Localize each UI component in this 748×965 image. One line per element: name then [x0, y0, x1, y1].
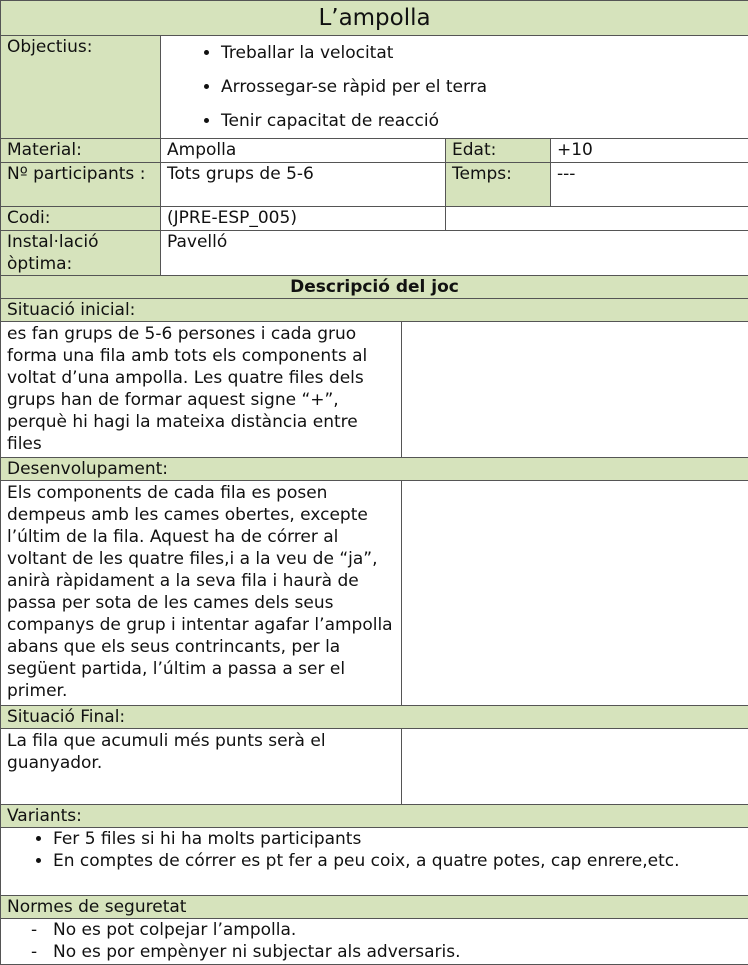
variants-cell [1, 828, 748, 896]
situacio-final-label: Situació Final: [1, 706, 748, 729]
material-value: Ampolla [161, 139, 446, 163]
participants-label: Nº participants : [1, 163, 161, 207]
empty-cell [402, 481, 748, 706]
edat-value: +10 [551, 139, 748, 163]
empty-cell [402, 729, 748, 805]
list-item: - No es pot colpejar l’ampolla. [53, 919, 742, 941]
participants-value: Tots grups de 5-6 [161, 163, 446, 207]
list-item: - No es por empènyer ni subjectar als adversaris. [53, 941, 742, 963]
installacio-label: Instal·lació òptima: [1, 231, 161, 276]
list-item: • Fer 5 files si hi ha molts participants [53, 828, 742, 850]
list-item: • Arrossegar-se ràpid per el terra [221, 70, 742, 104]
temps-value: --- [551, 163, 748, 207]
desenvolupament-label: Desenvolupament: [1, 458, 748, 481]
normes-cell [1, 919, 748, 965]
objectius-label: Objectius: [1, 36, 161, 139]
situacio-inicial-label: Situació inicial: [1, 299, 748, 322]
situacio-final-text: La fila que acumuli més punts serà el guanyador. [1, 729, 402, 805]
temps-label: Temps: [446, 163, 551, 207]
empty-cell [446, 207, 748, 231]
list-item: • Tenir capacitat de reacció [221, 104, 742, 138]
game-title: L’ampolla [1, 1, 748, 36]
codi-label: Codi: [1, 207, 161, 231]
normes-label: Normes de seguretat [1, 896, 748, 919]
empty-cell [402, 322, 748, 458]
objectius-cell [161, 36, 748, 139]
objectius-list [167, 36, 742, 138]
edat-label: Edat: [446, 139, 551, 163]
list-item: • En comptes de córrer es pt fer a peu coix, a quatre potes, cap enrere,etc. [53, 850, 742, 872]
list-item: • Treballar la velocitat [221, 36, 742, 70]
normes-list [7, 919, 742, 963]
material-label: Material: [1, 139, 161, 163]
descripcio-header: Descripció del joc [1, 276, 748, 299]
variants-label: Variants: [1, 805, 748, 828]
variants-list [7, 828, 742, 872]
codi-value: (JPRE-ESP_005) [161, 207, 446, 231]
desenvolupament-text: Els components de cada fila es posen dempeus amb les cames obertes, excepte l’últim de la fila. Aquest ha de córrer al voltant de les quatre files,i a la veu de “ja”, anirà ràpidament a la seva fila i haurà de passa per sota de les cames dels seus companys de grup i intentar agafar l’ampolla abans que els seus contrincants, per la següent partida, l’últim a passa a ser el primer. [1, 481, 402, 706]
installacio-value: Pavelló [161, 231, 748, 276]
situacio-inicial-text: es fan grups de 5-6 persones i cada gruo forma una fila amb tots els components al voltat d’una ampolla. Les quatre files dels grups han de formar aquest signe “+”, perquè hi hagi la mateixa distància entre files [1, 322, 402, 458]
